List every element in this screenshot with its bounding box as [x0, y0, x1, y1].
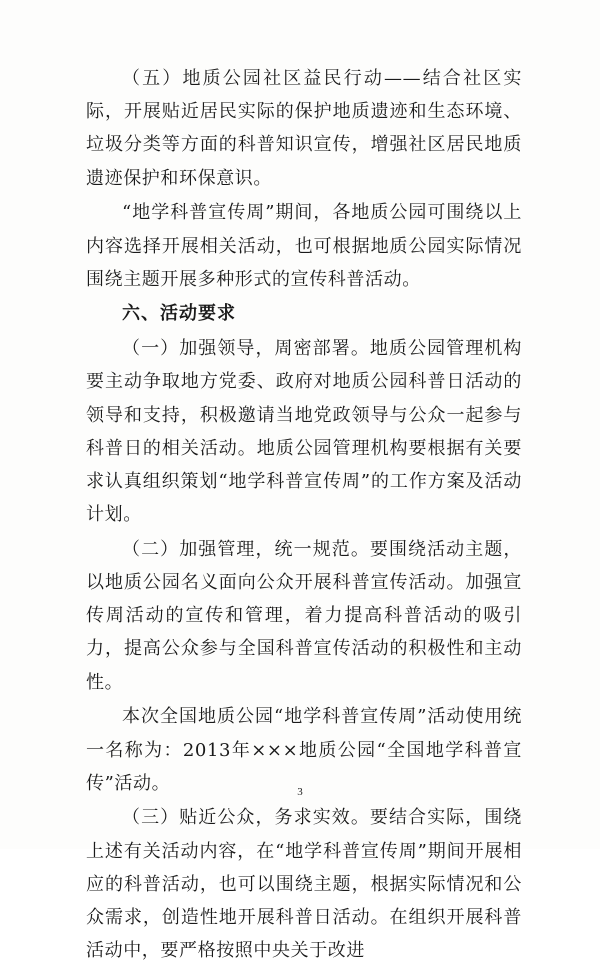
section-heading-requirements: 六、活动要求	[122, 303, 236, 325]
paragraph-unified-name: 本次全国地质公园“地学科普宣传周”活动使用统一名称为：2013年×××地质公园“全国地学科普宣传”活动。	[86, 706, 522, 794]
paragraph-science-week: “地学科普宣传周”期间，各地质公园可围绕以上内容选择开展相关活动，也可根据地质公园实际情况围绕主题开展多种形式的宣传科普活动。	[86, 202, 522, 290]
paragraph-community-action: （五）地质公园社区益民行动——结合社区实际，开展贴近居民实际的保护地质遗迹和生态环境、垃圾分类等方面的科普知识宣传，增强社区居民地质遗迹保护和环保意识。	[86, 68, 522, 189]
paragraph-management: （二）加强管理，统一规范。要围绕活动主题，以地质公园名义面向公众开展科普宣传活动。加强宣传周活动的宣传和管理，着力提高科普活动的吸引力，提高公众参与全国科普宣传活动的积极性和主动性。	[86, 538, 522, 693]
page-number: 3	[297, 786, 303, 798]
document-body	[86, 62, 522, 969]
paragraph-leadership: （一）加强领导，周密部署。地质公园管理机构要主动争取地方党委、政府对地质公园科普日活动的领导和支持，积极邀请当地党政领导与公众一起参与科普日的相关活动。地质公园管理机构要根据有关要求认真组织策划“地学科普宣传周”的工作方案及活动计划。	[86, 338, 522, 526]
paragraph-close-to-public: （三）贴近公众，务求实效。要结合实际，围绕上述有关活动内容，在“地学科普宣传周”期间开展相应的科普活动，也可以围绕主题，根据实际情况和公众需求，创造性地开展科普日活动。在组织开展科普活动中，要严格按照中央关于改进	[86, 807, 522, 962]
